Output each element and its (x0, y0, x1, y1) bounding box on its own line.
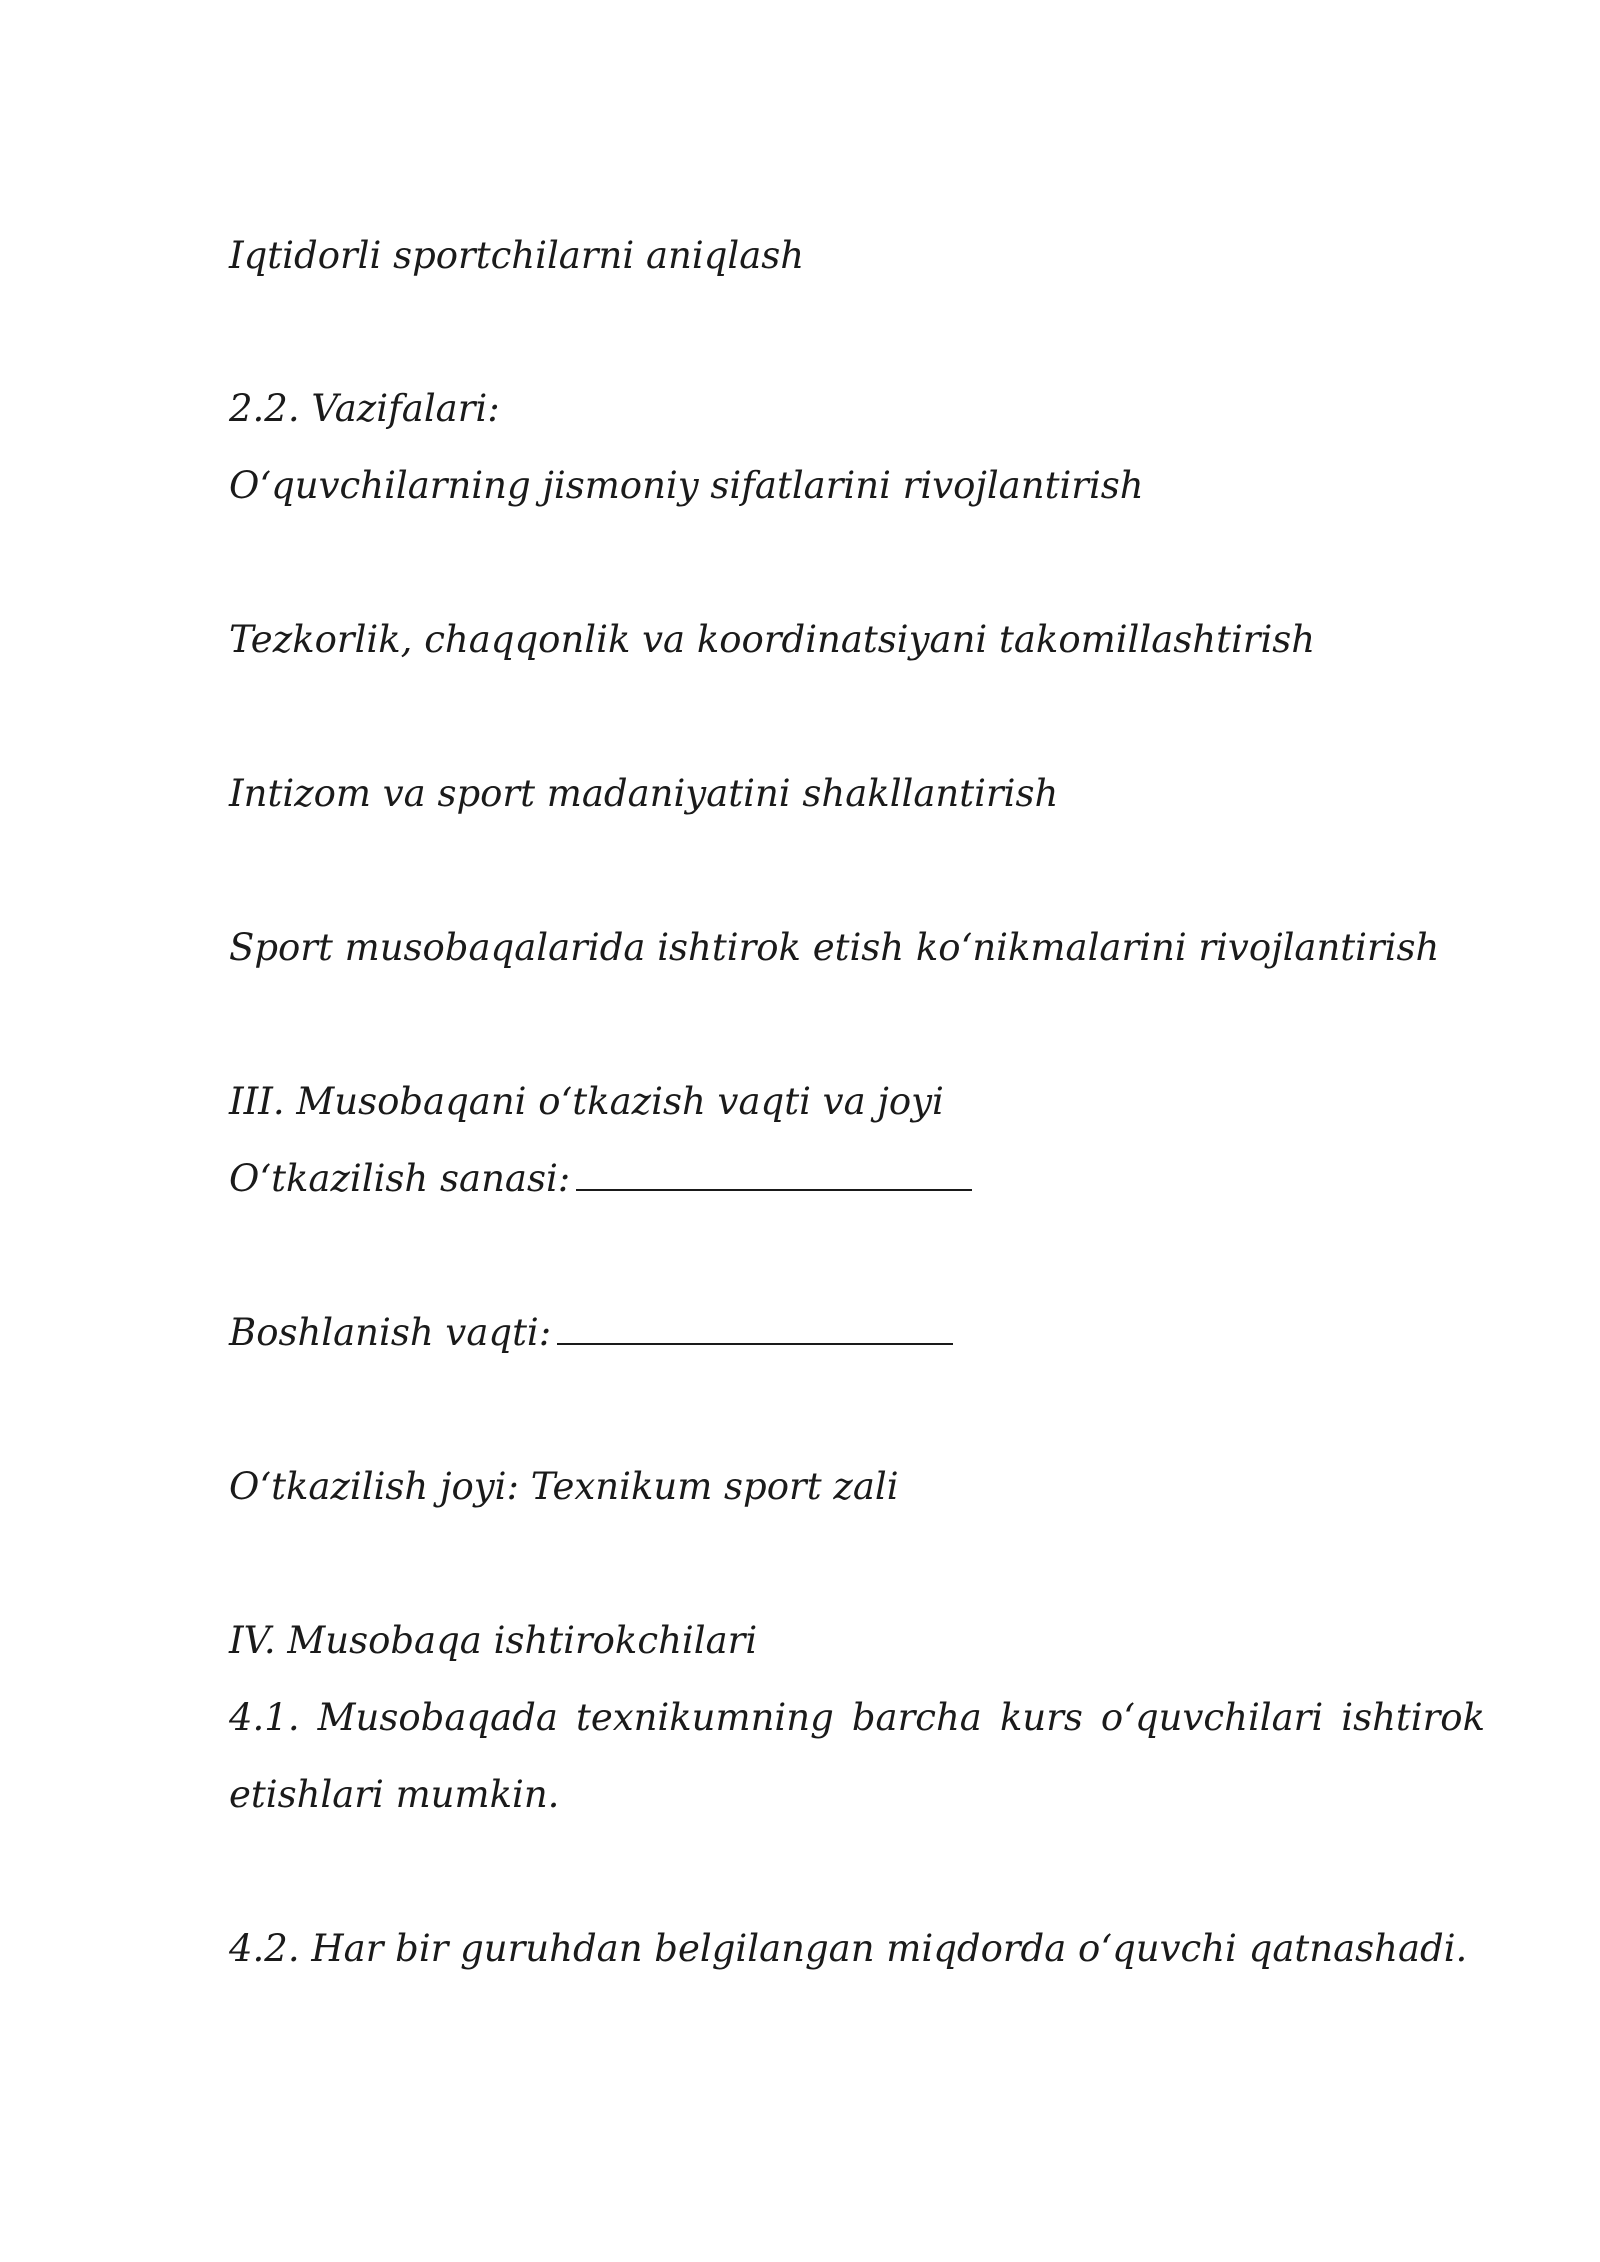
task-item-1: O‘quvchilarning jismoniy sifatlarini rivojlantirish (229, 464, 1144, 507)
task-item-2: Tezkorlik, chaqqonlik va koordinatsiyani takomillashtirish (229, 618, 1316, 661)
paragraph-4-1-line-1: 4.1. Musobaqada texnikumning barcha kurs o‘quvchilari ishtirok (229, 1696, 1485, 1739)
goal-item: Iqtidorli sportchilarni aniqlash (229, 234, 805, 277)
section-3-heading: III. Musobaqani o‘tkazish vaqti va joyi (229, 1080, 944, 1123)
time-row (229, 1309, 953, 1357)
date-label: O‘tkazilish sanasi: (229, 1157, 571, 1200)
task-item-4: Sport musobaqalarida ishtirok etish ko‘nikmalarini rivojlantirish (229, 926, 1440, 969)
date-row (229, 1155, 972, 1203)
place-text: O‘tkazilish joyi: Texnikum sport zali (229, 1465, 899, 1508)
task-item-3: Intizom va sport madaniyatini shakllantirish (229, 772, 1059, 815)
paragraph-4-1-line-2: etishlari mumkin. (229, 1773, 560, 1816)
section-2-2-heading: 2.2. Vazifalari: (229, 387, 500, 430)
time-blank-line (557, 1309, 953, 1345)
time-label: Boshlanish vaqti: (229, 1311, 552, 1354)
section-4-heading: IV. Musobaqa ishtirokchilari (229, 1619, 758, 1662)
paragraph-4-2: 4.2. Har bir guruhdan belgilangan miqdorda o‘quvchi qatnashadi. (229, 1927, 1468, 1970)
date-blank-line (576, 1155, 972, 1191)
